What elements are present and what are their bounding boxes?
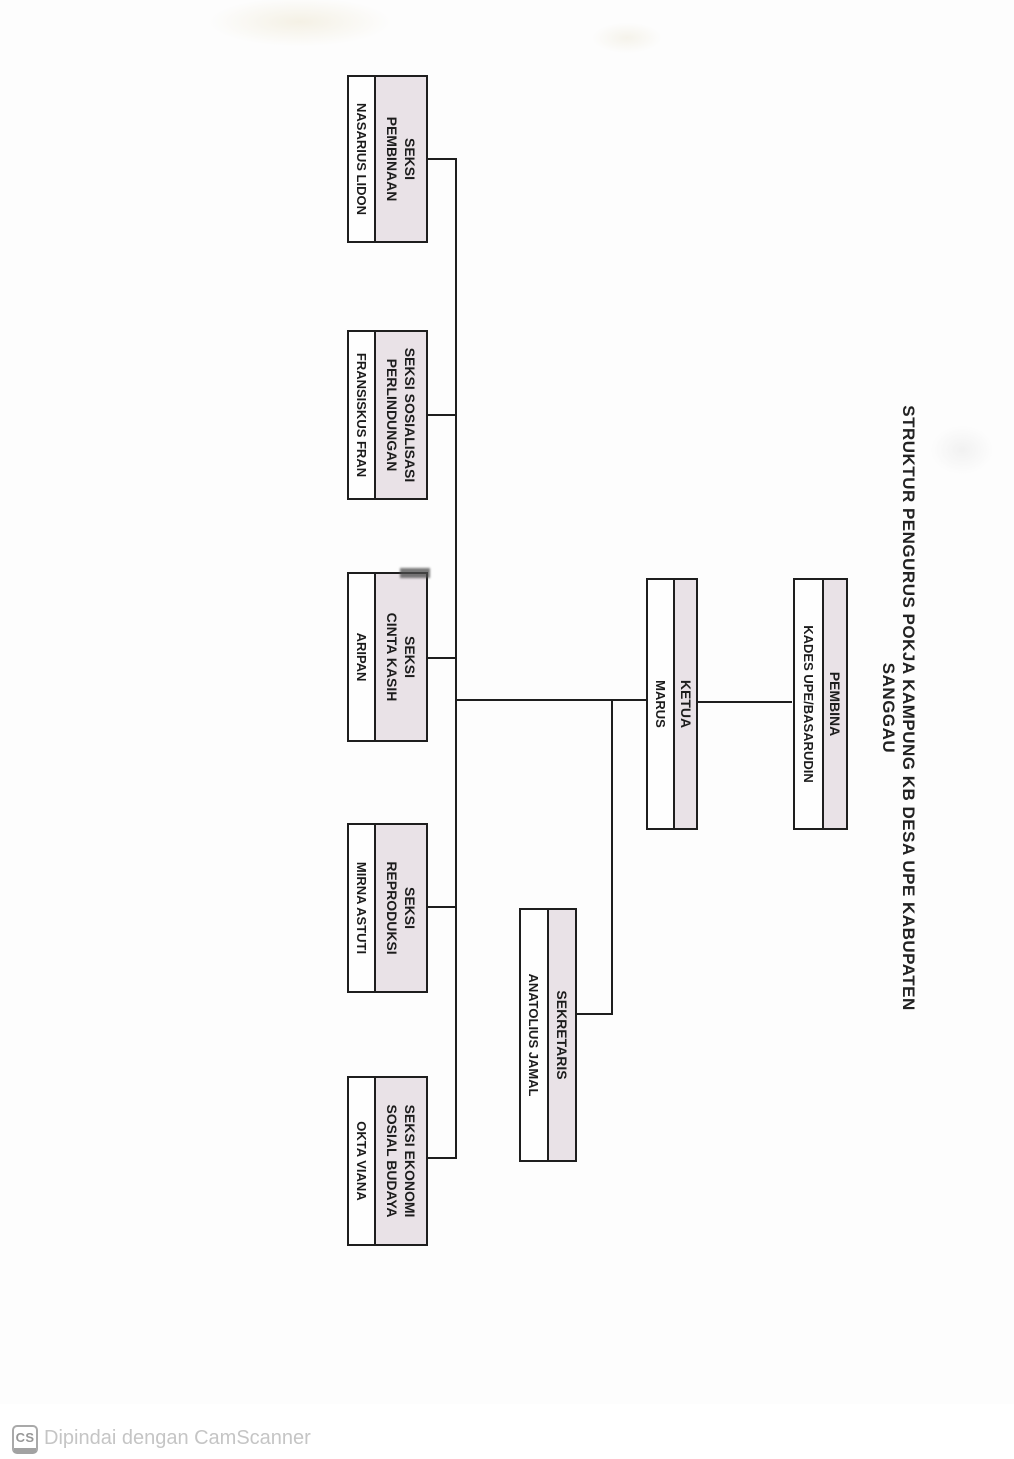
org-box-seksi-cinta-kasih [347, 572, 428, 742]
box-title-band [822, 580, 846, 828]
box-title-text: SEKSI EKONOMI [402, 1104, 419, 1218]
org-box-sekretaris [519, 908, 577, 1162]
box-title-text: SEKSI [402, 137, 419, 180]
box-title-text: SEKSI [402, 635, 419, 678]
box-title-text: KETUA [677, 679, 694, 729]
box-name-band: KADES UPE/BASARUDIN [801, 625, 816, 783]
box-title-band [374, 1078, 426, 1244]
camscanner-logo-text: CS [15, 1430, 35, 1445]
connector-stub-seksi-1 [427, 158, 457, 160]
box-title-text: PERLINDUNGAN [384, 358, 400, 472]
connector-ketua-to-trunk [455, 699, 646, 701]
box-title-text: CINTA KASIH [384, 612, 400, 702]
box-title-band [673, 580, 696, 828]
connector-stub-seksi-3 [427, 657, 457, 659]
box-title-text: PEMBINAAN [384, 116, 400, 202]
box-title-text: PEMBINA [827, 671, 844, 737]
connector-stub-seksi-5 [427, 1157, 457, 1159]
camscanner-caption: Dipindai dengan CamScanner [44, 1427, 311, 1449]
box-title-text: SEKRETARIS [554, 990, 571, 1080]
connector-stub-seksi-2 [427, 414, 457, 416]
box-title-band [374, 77, 426, 241]
connector-stub-seksi-4 [427, 906, 457, 908]
org-box-seksi-reproduksi [347, 823, 428, 993]
org-box-seksi-ekonomi-sosial-budaya [347, 1076, 428, 1246]
box-title-text: SEKSI SOSIALISASI [402, 347, 419, 483]
box-title-band [547, 910, 575, 1160]
box-title-band [374, 332, 426, 498]
box-name-band: NASARIUS LIDON [354, 103, 369, 215]
connector-pembina-to-ketua [696, 701, 792, 703]
box-title-band [374, 825, 426, 991]
org-box-pembina [793, 578, 848, 830]
chart-title: STRUKTUR PENGURUS POKJA KAMPUNG KB DESA UPE KABUPATEN SANGGAU [879, 405, 918, 1011]
box-title-text: SEKSI [402, 886, 419, 929]
scan-smudge-artifact [400, 568, 430, 578]
box-title-text: REPRODUKSI [384, 861, 400, 955]
org-box-seksi-sosialisasi-perlindungan [347, 330, 428, 500]
box-name-band: FRANSISKUS FRAN [354, 352, 369, 478]
org-box-ketua [646, 578, 698, 830]
org-box-seksi-pembinaan [347, 75, 428, 243]
box-title-text: SOSIAL BUDAYA [384, 1104, 400, 1218]
box-name-band: ARIPAN [354, 632, 369, 682]
box-name-band: MIRNA ASTUTI [354, 861, 369, 955]
connector-sekretaris-branch [611, 699, 613, 1015]
camscanner-footer [0, 1404, 1014, 1459]
connector-trunk-line [455, 159, 457, 1159]
box-name-band: OKTA VIANA [354, 1121, 369, 1201]
camscanner-logo-icon [12, 1425, 38, 1454]
connector-sekretaris-drop [575, 1013, 613, 1015]
box-name-band: ANATOLIUS JAMAL [526, 973, 542, 1097]
box-name-band: MARUS [653, 680, 668, 728]
box-title-band [374, 574, 426, 740]
